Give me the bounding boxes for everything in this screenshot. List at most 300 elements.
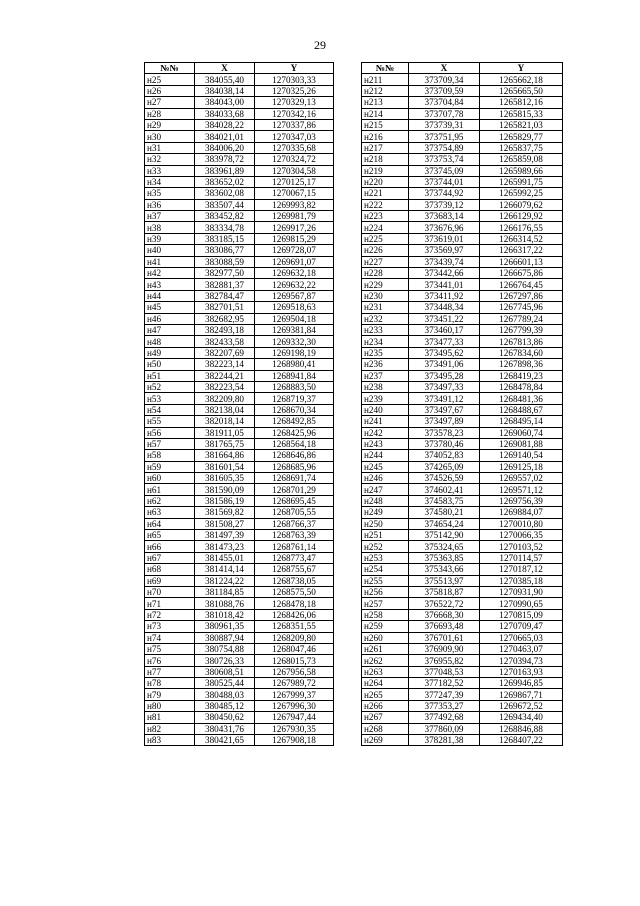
table-row xyxy=(145,188,334,199)
x-coordinate-cell: 373569,97 xyxy=(409,245,480,256)
point-id-cell: н251 xyxy=(362,530,409,541)
table-row xyxy=(145,165,334,176)
y-coordinate-cell: 1266176,55 xyxy=(480,222,563,233)
y-coordinate-cell: 1270990,65 xyxy=(480,598,563,609)
y-coordinate-cell: 1268761,14 xyxy=(255,541,334,552)
table-row xyxy=(362,370,563,381)
point-id-cell: н260 xyxy=(362,632,409,643)
y-coordinate-cell: 1269518,63 xyxy=(255,302,334,313)
point-id-cell: н213 xyxy=(362,97,409,108)
x-coordinate-cell: 374265,09 xyxy=(409,461,480,472)
x-coordinate-cell: 373619,01 xyxy=(409,233,480,244)
point-id-cell: н230 xyxy=(362,290,409,301)
point-id-cell: н26 xyxy=(145,85,195,96)
table-row xyxy=(145,689,334,700)
column-header-number: №№ xyxy=(145,63,195,74)
point-id-cell: н267 xyxy=(362,712,409,723)
table-row xyxy=(145,268,334,279)
y-coordinate-cell: 1268941,84 xyxy=(255,370,334,381)
point-id-cell: н221 xyxy=(362,188,409,199)
y-coordinate-cell: 1270103,52 xyxy=(480,541,563,552)
x-coordinate-cell: 380961,35 xyxy=(195,621,255,632)
x-coordinate-cell: 381765,75 xyxy=(195,438,255,449)
table-row xyxy=(362,393,563,404)
table-row xyxy=(145,381,334,392)
table-row xyxy=(145,131,334,142)
point-id-cell: н269 xyxy=(362,735,409,746)
table-row xyxy=(362,666,563,677)
x-coordinate-cell: 383088,59 xyxy=(195,256,255,267)
x-coordinate-cell: 381508,27 xyxy=(195,518,255,529)
x-coordinate-cell: 380754,88 xyxy=(195,643,255,654)
x-coordinate-cell: 381184,85 xyxy=(195,586,255,597)
table-row xyxy=(362,85,563,96)
point-id-cell: н49 xyxy=(145,347,195,358)
x-coordinate-cell: 382207,69 xyxy=(195,347,255,358)
point-id-cell: н56 xyxy=(145,427,195,438)
point-id-cell: н70 xyxy=(145,586,195,597)
table-row xyxy=(145,484,334,495)
point-id-cell: н45 xyxy=(145,302,195,313)
x-coordinate-cell: 380421,65 xyxy=(195,735,255,746)
table-row xyxy=(362,735,563,746)
point-id-cell: н233 xyxy=(362,324,409,335)
y-coordinate-cell: 1269815,29 xyxy=(255,233,334,244)
x-coordinate-cell: 373497,33 xyxy=(409,381,480,392)
point-id-cell: н57 xyxy=(145,438,195,449)
point-id-cell: н249 xyxy=(362,507,409,518)
y-coordinate-cell: 1267745,96 xyxy=(480,302,563,313)
point-id-cell: н73 xyxy=(145,621,195,632)
x-coordinate-cell: 381455,01 xyxy=(195,552,255,563)
table-row xyxy=(145,678,334,689)
x-coordinate-cell: 374526,59 xyxy=(409,473,480,484)
y-coordinate-cell: 1270337,86 xyxy=(255,119,334,130)
table-header-row xyxy=(145,63,334,74)
x-coordinate-cell: 383961,89 xyxy=(195,165,255,176)
table-row xyxy=(145,586,334,597)
x-coordinate-cell: 373460,17 xyxy=(409,324,480,335)
point-id-cell: н237 xyxy=(362,370,409,381)
point-id-cell: н240 xyxy=(362,404,409,415)
y-coordinate-cell: 1265991,75 xyxy=(480,176,563,187)
point-id-cell: н234 xyxy=(362,336,409,347)
point-id-cell: н242 xyxy=(362,427,409,438)
point-id-cell: н263 xyxy=(362,666,409,677)
table-row xyxy=(362,655,563,666)
table-row xyxy=(362,518,563,529)
point-id-cell: н244 xyxy=(362,450,409,461)
x-coordinate-cell: 373753,74 xyxy=(409,154,480,165)
table-row xyxy=(362,427,563,438)
point-id-cell: н27 xyxy=(145,97,195,108)
y-coordinate-cell: 1268492,85 xyxy=(255,416,334,427)
y-coordinate-cell: 1266601,13 xyxy=(480,256,563,267)
x-coordinate-cell: 374580,21 xyxy=(409,507,480,518)
table-row xyxy=(145,256,334,267)
x-coordinate-cell: 383507,44 xyxy=(195,199,255,210)
table-row xyxy=(145,222,334,233)
y-coordinate-cell: 1265662,18 xyxy=(480,74,563,85)
x-coordinate-cell: 373477,33 xyxy=(409,336,480,347)
table-row xyxy=(145,621,334,632)
table-row xyxy=(145,723,334,734)
table-row xyxy=(145,552,334,563)
y-coordinate-cell: 1270335,68 xyxy=(255,142,334,153)
point-id-cell: н220 xyxy=(362,176,409,187)
x-coordinate-cell: 384028,22 xyxy=(195,119,255,130)
point-id-cell: н254 xyxy=(362,564,409,575)
table-header-row xyxy=(362,63,563,74)
point-id-cell: н236 xyxy=(362,359,409,370)
table-row xyxy=(145,393,334,404)
point-id-cell: н80 xyxy=(145,700,195,711)
x-coordinate-cell: 375818,87 xyxy=(409,586,480,597)
x-coordinate-cell: 381224,22 xyxy=(195,575,255,586)
table-row xyxy=(362,473,563,484)
y-coordinate-cell: 1266079,62 xyxy=(480,199,563,210)
point-id-cell: н28 xyxy=(145,108,195,119)
y-coordinate-cell: 1267898,36 xyxy=(480,359,563,370)
point-id-cell: н214 xyxy=(362,108,409,119)
point-id-cell: н82 xyxy=(145,723,195,734)
table-row xyxy=(362,233,563,244)
y-coordinate-cell: 1268425,96 xyxy=(255,427,334,438)
point-id-cell: н38 xyxy=(145,222,195,233)
y-coordinate-cell: 1269567,87 xyxy=(255,290,334,301)
x-coordinate-cell: 373491,12 xyxy=(409,393,480,404)
y-coordinate-cell: 1269632,22 xyxy=(255,279,334,290)
table-row xyxy=(362,564,563,575)
table-row xyxy=(362,575,563,586)
y-coordinate-cell: 1270665,03 xyxy=(480,632,563,643)
table-row xyxy=(362,507,563,518)
table-row xyxy=(362,586,563,597)
point-id-cell: н81 xyxy=(145,712,195,723)
x-coordinate-cell: 382493,18 xyxy=(195,324,255,335)
x-coordinate-cell: 373497,89 xyxy=(409,416,480,427)
y-coordinate-cell: 1268495,14 xyxy=(480,416,563,427)
y-coordinate-cell: 1267996,30 xyxy=(255,700,334,711)
x-coordinate-cell: 381088,76 xyxy=(195,598,255,609)
y-coordinate-cell: 1265665,50 xyxy=(480,85,563,96)
x-coordinate-cell: 382244,21 xyxy=(195,370,255,381)
point-id-cell: н59 xyxy=(145,461,195,472)
table-row xyxy=(145,666,334,677)
x-coordinate-cell: 376522,72 xyxy=(409,598,480,609)
y-coordinate-cell: 1268766,37 xyxy=(255,518,334,529)
x-coordinate-cell: 380431,76 xyxy=(195,723,255,734)
y-coordinate-cell: 1269140,54 xyxy=(480,450,563,461)
y-coordinate-cell: 1267799,39 xyxy=(480,324,563,335)
table-row xyxy=(362,119,563,130)
point-id-cell: н225 xyxy=(362,233,409,244)
table-row xyxy=(362,245,563,256)
point-id-cell: н29 xyxy=(145,119,195,130)
x-coordinate-cell: 373439,74 xyxy=(409,256,480,267)
point-id-cell: н67 xyxy=(145,552,195,563)
x-coordinate-cell: 373676,96 xyxy=(409,222,480,233)
table-row xyxy=(362,222,563,233)
table-row xyxy=(362,347,563,358)
y-coordinate-cell: 1268738,05 xyxy=(255,575,334,586)
point-id-cell: н247 xyxy=(362,484,409,495)
point-id-cell: н61 xyxy=(145,484,195,495)
x-coordinate-cell: 380608,51 xyxy=(195,666,255,677)
point-id-cell: н78 xyxy=(145,678,195,689)
x-coordinate-cell: 373491,06 xyxy=(409,359,480,370)
y-coordinate-cell: 1265989,66 xyxy=(480,165,563,176)
point-id-cell: н65 xyxy=(145,530,195,541)
column-header-y: Y xyxy=(255,63,334,74)
x-coordinate-cell: 384006,20 xyxy=(195,142,255,153)
table-row xyxy=(362,74,563,85)
x-coordinate-cell: 377492,68 xyxy=(409,712,480,723)
y-coordinate-cell: 1268564,18 xyxy=(255,438,334,449)
x-coordinate-cell: 373451,22 xyxy=(409,313,480,324)
point-id-cell: н71 xyxy=(145,598,195,609)
y-coordinate-cell: 1269504,18 xyxy=(255,313,334,324)
x-coordinate-cell: 383086,77 xyxy=(195,245,255,256)
y-coordinate-cell: 1266675,86 xyxy=(480,268,563,279)
x-coordinate-cell: 382881,37 xyxy=(195,279,255,290)
y-coordinate-cell: 1268705,55 xyxy=(255,507,334,518)
coordinates-table-left xyxy=(144,62,334,746)
y-coordinate-cell: 1269917,26 xyxy=(255,222,334,233)
y-coordinate-cell: 1268691,74 xyxy=(255,473,334,484)
y-coordinate-cell: 1266314,52 xyxy=(480,233,563,244)
table-row xyxy=(362,142,563,153)
point-id-cell: н53 xyxy=(145,393,195,404)
y-coordinate-cell: 1270324,72 xyxy=(255,154,334,165)
y-coordinate-cell: 1268407,22 xyxy=(480,735,563,746)
y-coordinate-cell: 1270342,16 xyxy=(255,108,334,119)
x-coordinate-cell: 375343,66 xyxy=(409,564,480,575)
x-coordinate-cell: 380887,94 xyxy=(195,632,255,643)
point-id-cell: н39 xyxy=(145,233,195,244)
point-id-cell: н243 xyxy=(362,438,409,449)
x-coordinate-cell: 373754,89 xyxy=(409,142,480,153)
point-id-cell: н258 xyxy=(362,609,409,620)
table-row xyxy=(145,290,334,301)
table-row xyxy=(145,324,334,335)
point-id-cell: н216 xyxy=(362,131,409,142)
x-coordinate-cell: 377353,27 xyxy=(409,700,480,711)
table-row xyxy=(362,438,563,449)
y-coordinate-cell: 1267834,60 xyxy=(480,347,563,358)
y-coordinate-cell: 1269981,79 xyxy=(255,211,334,222)
x-coordinate-cell: 373495,28 xyxy=(409,370,480,381)
x-coordinate-cell: 373744,01 xyxy=(409,176,480,187)
table-row xyxy=(362,188,563,199)
y-coordinate-cell: 1269672,52 xyxy=(480,700,563,711)
x-coordinate-cell: 373709,34 xyxy=(409,74,480,85)
point-id-cell: н79 xyxy=(145,689,195,700)
y-coordinate-cell: 1266317,22 xyxy=(480,245,563,256)
x-coordinate-cell: 383602,08 xyxy=(195,188,255,199)
point-id-cell: н261 xyxy=(362,643,409,654)
x-coordinate-cell: 381911,05 xyxy=(195,427,255,438)
y-coordinate-cell: 1268719,37 xyxy=(255,393,334,404)
x-coordinate-cell: 375363,85 xyxy=(409,552,480,563)
table-row xyxy=(145,609,334,620)
point-id-cell: н217 xyxy=(362,142,409,153)
y-coordinate-cell: 1270303,33 xyxy=(255,74,334,85)
table-row xyxy=(362,199,563,210)
x-coordinate-cell: 381497,39 xyxy=(195,530,255,541)
table-row xyxy=(362,552,563,563)
point-id-cell: н238 xyxy=(362,381,409,392)
x-coordinate-cell: 383978,72 xyxy=(195,154,255,165)
point-id-cell: н252 xyxy=(362,541,409,552)
point-id-cell: н76 xyxy=(145,655,195,666)
y-coordinate-cell: 1267813,86 xyxy=(480,336,563,347)
y-coordinate-cell: 1269884,07 xyxy=(480,507,563,518)
y-coordinate-cell: 1269125,18 xyxy=(480,461,563,472)
point-id-cell: н218 xyxy=(362,154,409,165)
y-coordinate-cell: 1268701,29 xyxy=(255,484,334,495)
point-id-cell: н265 xyxy=(362,689,409,700)
y-coordinate-cell: 1268773,47 xyxy=(255,552,334,563)
table-row xyxy=(145,279,334,290)
x-coordinate-cell: 376955,82 xyxy=(409,655,480,666)
column-header-y: Y xyxy=(480,63,563,74)
point-id-cell: н44 xyxy=(145,290,195,301)
table-row xyxy=(362,324,563,335)
y-coordinate-cell: 1265815,33 xyxy=(480,108,563,119)
table-row xyxy=(145,211,334,222)
y-coordinate-cell: 1268883,50 xyxy=(255,381,334,392)
y-coordinate-cell: 1269381,84 xyxy=(255,324,334,335)
y-coordinate-cell: 1267930,35 xyxy=(255,723,334,734)
x-coordinate-cell: 383452,82 xyxy=(195,211,255,222)
point-id-cell: н235 xyxy=(362,347,409,358)
point-id-cell: н58 xyxy=(145,450,195,461)
x-coordinate-cell: 377247,39 xyxy=(409,689,480,700)
x-coordinate-cell: 377048,53 xyxy=(409,666,480,677)
table-row xyxy=(145,575,334,586)
table-row xyxy=(145,97,334,108)
point-id-cell: н241 xyxy=(362,416,409,427)
point-id-cell: н257 xyxy=(362,598,409,609)
point-id-cell: н215 xyxy=(362,119,409,130)
y-coordinate-cell: 1270010,80 xyxy=(480,518,563,529)
x-coordinate-cell: 382977,50 xyxy=(195,268,255,279)
point-id-cell: н222 xyxy=(362,199,409,210)
x-coordinate-cell: 383185,15 xyxy=(195,233,255,244)
x-coordinate-cell: 373683,14 xyxy=(409,211,480,222)
point-id-cell: н63 xyxy=(145,507,195,518)
table-row xyxy=(362,700,563,711)
point-id-cell: н47 xyxy=(145,324,195,335)
table-row xyxy=(362,381,563,392)
point-id-cell: н42 xyxy=(145,268,195,279)
x-coordinate-cell: 381569,82 xyxy=(195,507,255,518)
y-coordinate-cell: 1270325,26 xyxy=(255,85,334,96)
y-coordinate-cell: 1265859,08 xyxy=(480,154,563,165)
point-id-cell: н62 xyxy=(145,495,195,506)
y-coordinate-cell: 1270709,47 xyxy=(480,621,563,632)
point-id-cell: н229 xyxy=(362,279,409,290)
table-row xyxy=(145,347,334,358)
table-row xyxy=(145,119,334,130)
point-id-cell: н66 xyxy=(145,541,195,552)
point-id-cell: н46 xyxy=(145,313,195,324)
table-body-left xyxy=(145,74,334,746)
table-row xyxy=(362,256,563,267)
x-coordinate-cell: 373709,59 xyxy=(409,85,480,96)
point-id-cell: н50 xyxy=(145,359,195,370)
point-id-cell: н223 xyxy=(362,211,409,222)
x-coordinate-cell: 380485,12 xyxy=(195,700,255,711)
table-row xyxy=(362,108,563,119)
point-id-cell: н37 xyxy=(145,211,195,222)
table-row xyxy=(362,416,563,427)
table-row xyxy=(145,154,334,165)
x-coordinate-cell: 381414,14 xyxy=(195,564,255,575)
point-id-cell: н268 xyxy=(362,723,409,734)
point-id-cell: н250 xyxy=(362,518,409,529)
y-coordinate-cell: 1270066,35 xyxy=(480,530,563,541)
y-coordinate-cell: 1268685,96 xyxy=(255,461,334,472)
y-coordinate-cell: 1269060,74 xyxy=(480,427,563,438)
table-row xyxy=(145,85,334,96)
table-row xyxy=(145,564,334,575)
x-coordinate-cell: 373744,92 xyxy=(409,188,480,199)
point-id-cell: н255 xyxy=(362,575,409,586)
table-row xyxy=(145,359,334,370)
table-row xyxy=(362,450,563,461)
x-coordinate-cell: 381664,86 xyxy=(195,450,255,461)
x-coordinate-cell: 382682,95 xyxy=(195,313,255,324)
table-row xyxy=(362,211,563,222)
point-id-cell: н227 xyxy=(362,256,409,267)
y-coordinate-cell: 1268047,46 xyxy=(255,643,334,654)
table-row xyxy=(145,507,334,518)
x-coordinate-cell: 382433,58 xyxy=(195,336,255,347)
x-coordinate-cell: 376909,90 xyxy=(409,643,480,654)
y-coordinate-cell: 1268575,50 xyxy=(255,586,334,597)
point-id-cell: н68 xyxy=(145,564,195,575)
point-id-cell: н54 xyxy=(145,404,195,415)
y-coordinate-cell: 1268755,67 xyxy=(255,564,334,575)
y-coordinate-cell: 1269691,07 xyxy=(255,256,334,267)
table-row xyxy=(362,689,563,700)
table-row xyxy=(362,541,563,552)
coordinates-table-right xyxy=(361,62,563,746)
y-coordinate-cell: 1268695,45 xyxy=(255,495,334,506)
x-coordinate-cell: 373739,31 xyxy=(409,119,480,130)
table-row xyxy=(362,313,563,324)
y-coordinate-cell: 1270125,17 xyxy=(255,176,334,187)
y-coordinate-cell: 1269728,07 xyxy=(255,245,334,256)
table-row xyxy=(145,199,334,210)
y-coordinate-cell: 1269198,19 xyxy=(255,347,334,358)
table-row xyxy=(145,313,334,324)
y-coordinate-cell: 1270329,13 xyxy=(255,97,334,108)
table-row xyxy=(362,279,563,290)
x-coordinate-cell: 384038,14 xyxy=(195,85,255,96)
point-id-cell: н35 xyxy=(145,188,195,199)
y-coordinate-cell: 1267789,24 xyxy=(480,313,563,324)
y-coordinate-cell: 1268481,36 xyxy=(480,393,563,404)
y-coordinate-cell: 1268478,18 xyxy=(255,598,334,609)
y-coordinate-cell: 1269434,40 xyxy=(480,712,563,723)
x-coordinate-cell: 384021,01 xyxy=(195,131,255,142)
y-coordinate-cell: 1268846,88 xyxy=(480,723,563,734)
table-row xyxy=(145,700,334,711)
y-coordinate-cell: 1268426,06 xyxy=(255,609,334,620)
